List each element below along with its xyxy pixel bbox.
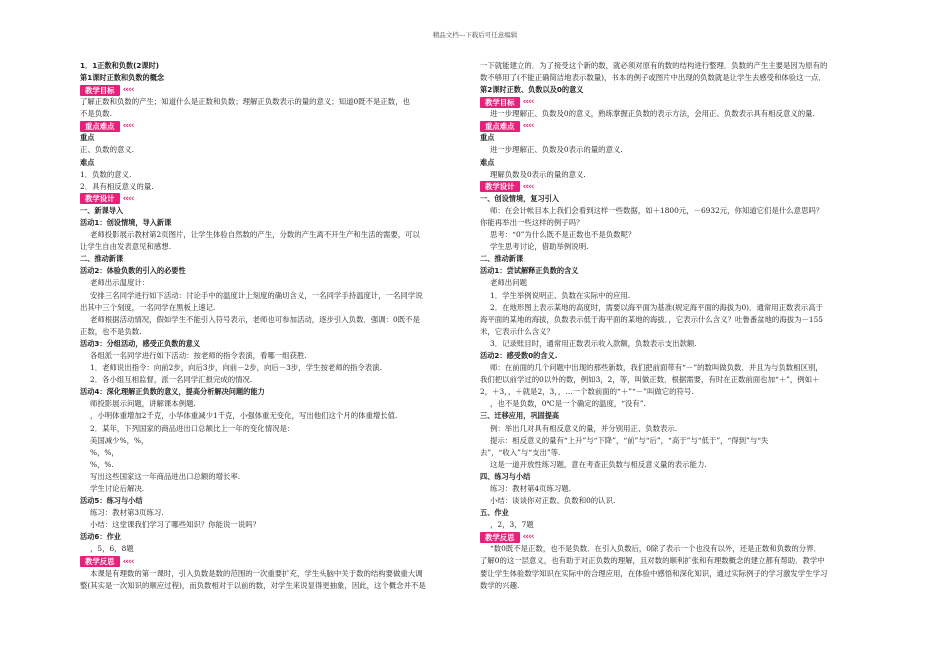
section-banner [480,531,870,543]
section-heading: 第2课时正数、负数以及0的意义 [480,85,584,95]
text-line: 师：在前面的几个问题中出现的那些新数，我们把前面带有“－”的数叫做负数．并且为与负数相区别， [490,363,823,373]
section-heading: 三、迁移应用，巩固提高 [480,411,560,421]
section-heading: 五、作业 [480,508,509,518]
chevrons-icon: ‹‹‹‹ [122,193,134,204]
section-heading: 活动3：分组活动，感受正负数的意义 [80,338,201,348]
text-line: 一下就能建立的．为了接受这个新的数，就必须对原有的数的结构进行整理．负数的产生主要是因为原有的 [480,61,828,70]
section-banner-label: 教学设计 [480,181,520,192]
text-line: 老师出问题 [490,278,527,288]
text-line: 我们把以前学过的0以外的数，例如3，2，等，叫做正数．根据需要，有时在正数前面也加“＋”，例如＋ [480,375,820,385]
text-line: 米，它表示什么含义？ [480,326,554,336]
section-heading: 二、推动新课 [480,254,524,264]
text-line: 各组派一名同学进行如下活动：按老师的指令表演，看哪一组获胜. [90,350,307,360]
text-line: 提示：相反意义的量有“上升”与“下降”，“前”与“后”，“高于”与“低于”，“得到”与“失 [490,435,769,445]
section-heading: 活动2：感受数0的含义. [480,350,558,360]
section-heading: 重点 [480,133,495,143]
text-line: 了解正数和负数的产生；知道什么是正数和负数；理解正负数表示的量的意义；知道0既不是正数，也 [80,97,410,107]
section-heading: 重点 [80,133,95,143]
section-banner-label: 重点难点 [480,121,520,132]
text-line: 让学生自由发表意见和感想. [80,242,172,252]
left-column [80,60,466,592]
text-line: 学生思考讨论，借助举例说明. [490,242,589,252]
section-banner-label: 重点难点 [80,121,120,132]
text-line: 2．具有相反意义的量. [80,181,154,191]
text-line: 练习：教材第4页练习题. [490,484,571,493]
chevrons-icon: ‹‹‹‹ [522,532,534,543]
text-line: 正、负数的意义. [80,145,135,155]
section-banner [480,181,870,193]
text-line: 2，＋3，，＋就是2，3，，…一个数前面的“＋”“－”叫做它的符号. [480,387,694,397]
text-line: 师：在会计帐目本上我们会看到这样一些数据，如＋1800元，－6932元，你知道它们是什么意思吗？ [490,205,824,215]
text-line: 进一步理解正、负数及0表示的量的意义. [490,145,623,155]
text-line: 老师出示温度计： [90,278,150,288]
text-line: 3．记录账目时，通常用正数表示收入款额，负数表示支出款额. [490,338,697,348]
text-line: 海平面的某地的海拔，负数表示低于海平面的某地的海拔．，它表示什么含义？吐鲁番盆地的海拔为－155 [480,314,823,324]
text-line: ，小明体重增加2千克，小华体重减少1千克，小强体重无变化，写出他们这个月的体重增长值. [90,411,398,421]
text-line: 进一步理解正、负数及0的意义，熟练掌握正负数的表示方法，会用正、负数表示具有相反意义的量. [490,109,815,119]
text-line: 例：举出几对具有相反意义的量，并分别用正、负数表示. [490,423,678,433]
text-line: 2．某年，下列国家的商品进出口总额比上一年的变化情况是： [90,423,295,433]
section-heading: 一、新课导入 [80,205,124,215]
text-line: 小结：这堂课我们学习了哪些知识？你能说一说吗？ [90,520,260,530]
text-line: 整(其实是一次知识的顺应过程)，而负数相对于以前的数，对学生来说显得更抽象，因此，这个概念并不是 [80,580,426,590]
section-heading: 活动1：创设情境，导入新课 [80,217,172,227]
text-line: 练习：教材第3页练习. [90,508,164,518]
chevrons-icon: ‹‹‹‹ [122,121,134,132]
text-line: 要让学生体验数学知识在实际中的合理应用，在体验中感悟和深化知识，通过实际例子的学习激发学生学习 [480,568,828,578]
text-line: “数0既不是正数，也不是负数．在引入负数后，0除了表示一个也没有以外，还是正数和负数的分界． [490,544,821,554]
section-banner-label: 教学目标 [80,85,120,96]
text-line: 写出这些国家这一年商品进出口总额的增长率. [90,471,241,481]
section-banner [480,120,870,132]
section-banner [480,96,870,108]
chevrons-icon: ‹‹‹‹ [522,181,534,192]
right-column [480,60,870,592]
text-line: 2．在地形图上表示某地的高度时，需要以海平面为基准(规定海平面的海拔为0)．通常用正数表示高于 [490,302,823,312]
text-line: %，%， [90,447,119,457]
text-line: 1．老师说出指令：向前2步，向后3步，向前－2步，向后－3步，学生按老师的指令表演. [90,363,382,373]
text-line: 2．各小组互相监督，派一名同学汇报完成的情况. [90,375,253,385]
section-heading: 第1课时正数和负数的概念 [80,73,165,83]
text-line: 学生讨论后解决. [90,484,145,493]
text-line: 安排三名同学进行如下活动：讨论手中的温度计上刻度的确切含义，一名同学手持温度计，一名同学说 [90,290,423,300]
text-line: 这是一道开放性练习题，意在考查正负数与相反意义量的表示能力. [490,459,707,469]
text-line: 理解负数及0表示的量的意义. [490,169,586,179]
text-line: 老师投影展示教材第2页图片，让学生体验自然数的产生，分数的产生离不开生产和生活的需要，可以 [90,230,420,240]
chevrons-icon: ‹‹‹‹ [122,556,134,567]
section-banner-label: 教学反思 [480,532,520,543]
text-line: ，也不是负数，0℃是一个确定的温度，“没有”. [490,399,646,409]
section-heading: 活动2：体验负数的引入的必要性 [80,266,186,276]
section-heading: 一、创设情境，复习引入 [480,193,560,203]
text-line: 本课是有理数的第一课时，引入负数是数的范围的一次重要扩充，学生头脑中关于数的结构要做重大调 [90,568,423,578]
section-heading: 1．1正数和负数(2课时) [80,61,160,70]
section-heading: 四、练习与小结 [480,471,531,481]
text-line: ，2，3，7题 [490,520,534,530]
chevrons-icon: ‹‹‹‹ [522,97,534,108]
text-line: 1．负数的意义. [80,169,132,179]
page-header: 精品文档---下载后可任意编辑 [432,31,518,39]
text-line: %，%. [90,459,114,469]
section-heading: 活动4：深化理解正负数的意义，提高分析解决问题的能力 [80,387,265,397]
text-line: ，5，6，8题 [90,544,134,554]
section-banner [80,556,466,568]
section-heading: 活动5：练习与小结 [80,496,143,506]
text-line: 了解0的这一层意义，也有助于对正负数的理解，且对数的顺利扩张和有理数概念的建立都有帮助．教学中 [480,556,825,566]
text-line: 思考：“0”为什么既不是正数也不是负数呢？ [490,230,636,240]
section-banner-label: 教学设计 [80,193,120,204]
section-banner [80,120,466,132]
section-banner [80,193,466,205]
section-banner [80,84,466,96]
text-line: 数学的兴趣. [480,580,520,590]
text-line: 出其中三个刻度，一名同学在黑板上速记. [80,302,216,312]
text-line: 去”，“收入”与“支出”等. [480,447,561,457]
text-line: 老师根据活动情况，假如学生不能引入符号表示，老师也可参加活动，逐步引入负数．强调：0既不是 [90,314,420,324]
text-line: 师投影展示问题，讲解课本例题. [90,399,196,409]
chevrons-icon: ‹‹‹‹ [122,85,134,96]
text-line: 小结：谈谈你对正数、负数和0的认识. [490,496,616,506]
section-heading: 难点 [480,157,495,167]
text-line: 不是负数. [80,109,112,119]
chevrons-icon: ‹‹‹‹ [522,121,534,132]
text-line: 1．学生举例说明正、负数在实际中的应用. [490,290,631,300]
section-heading: 活动1：尝试解释正负数的含义 [480,266,579,276]
section-banner-label: 教学目标 [480,97,520,108]
section-heading: 活动6：作业 [80,532,121,542]
text-line: 正数，也不是负数. [80,326,142,336]
section-heading: 难点 [80,157,95,167]
text-line: 你能再举出一些这样的例子吗？ [480,217,584,227]
text-line: 美国减少%，%， [90,435,149,445]
section-banner-label: 教学反思 [80,556,120,567]
section-heading: 二、推动新课 [80,254,124,264]
text-line: 数不够用了(不能正确简洁地表示数量)，书本的例子或图片中出现的负数就是让学生去感受和体验这一点． [480,73,826,83]
